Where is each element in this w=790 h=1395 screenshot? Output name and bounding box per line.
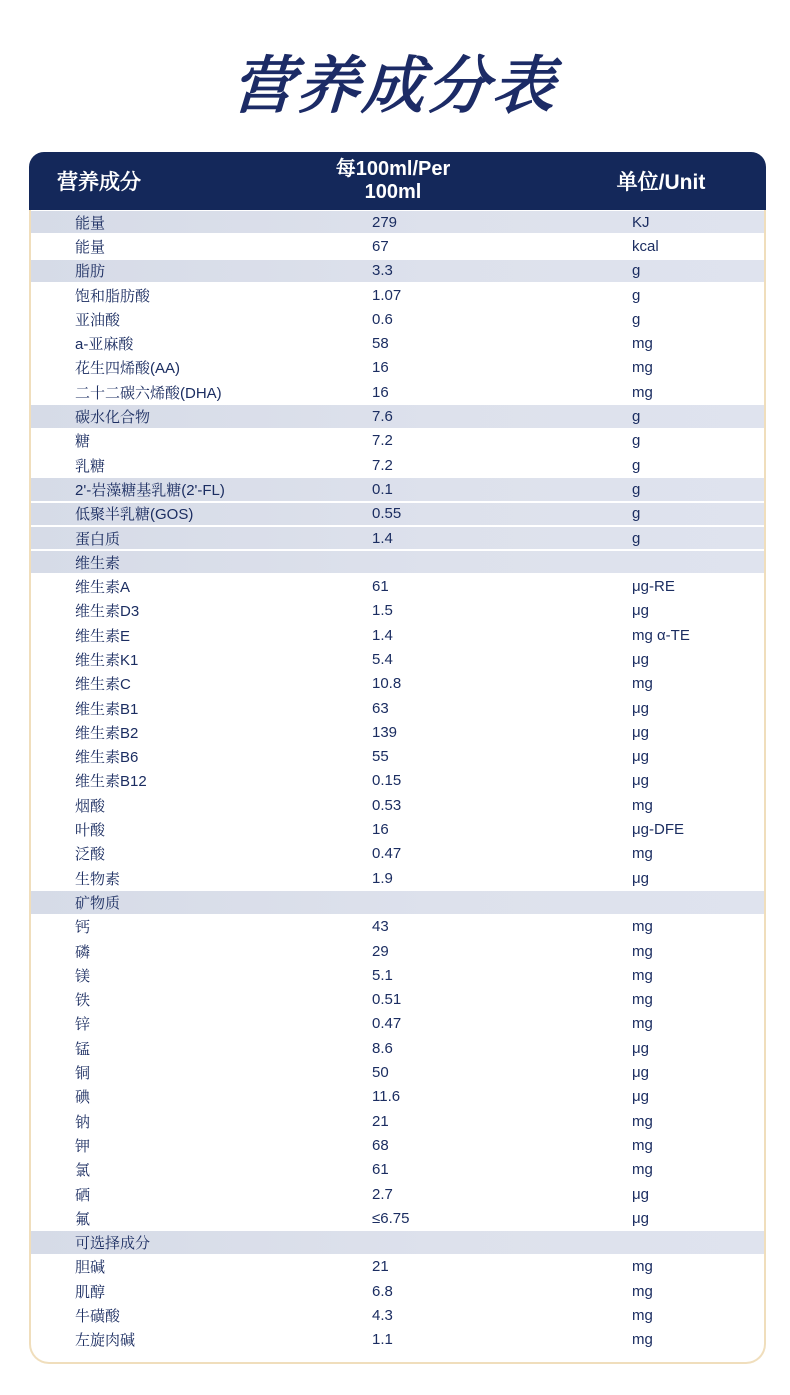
row-value: 0.1 xyxy=(372,480,393,498)
row-value: 1.07 xyxy=(372,286,402,304)
table-row xyxy=(31,963,764,987)
table-row xyxy=(31,404,764,428)
row-value: 4.3 xyxy=(372,1307,393,1324)
row-value: 10.8 xyxy=(372,675,402,693)
row-value: 6.8 xyxy=(372,1282,393,1300)
row-value: 61 xyxy=(372,1161,389,1179)
row-value: 50 xyxy=(372,1064,389,1082)
row-name: 氟 xyxy=(75,1210,91,1228)
row-unit: μg xyxy=(632,1088,649,1106)
table-row xyxy=(31,769,764,793)
table-row xyxy=(31,1012,764,1036)
table-row xyxy=(31,1060,764,1084)
row-name: 蛋白质 xyxy=(75,530,121,548)
row-value: 21 xyxy=(372,1258,389,1276)
row-value: 11.6 xyxy=(372,1088,401,1106)
table-row xyxy=(31,502,764,526)
row-value: 0.47 xyxy=(372,1015,402,1033)
table-row xyxy=(31,1182,764,1206)
table-row xyxy=(31,890,764,914)
row-value: 2.7 xyxy=(372,1185,393,1203)
table-row xyxy=(31,817,764,841)
table-row xyxy=(31,1133,764,1157)
table-row xyxy=(31,307,764,331)
row-name: 烟酸 xyxy=(75,797,106,815)
table-row xyxy=(31,599,764,623)
row-unit: g xyxy=(632,432,641,450)
row-name: 钾 xyxy=(75,1137,91,1155)
row-unit: mg xyxy=(632,1331,653,1349)
row-value: 1.9 xyxy=(372,869,393,887)
table-row xyxy=(31,550,764,574)
row-unit: mg xyxy=(632,942,653,960)
table-row xyxy=(31,356,764,380)
table-row xyxy=(31,1255,764,1279)
row-unit: mg xyxy=(632,966,653,984)
row-unit: mg xyxy=(632,1282,653,1300)
row-value: 58 xyxy=(372,335,389,353)
row-value: 16 xyxy=(372,821,389,839)
table-body xyxy=(29,210,766,1364)
row-value: 0.53 xyxy=(372,796,402,814)
row-name: 维生素 xyxy=(75,554,121,572)
row-unit: mg xyxy=(632,1161,653,1179)
row-unit: mg xyxy=(632,1307,653,1324)
row-unit: mg xyxy=(632,1015,653,1033)
row-name: 脂肪 xyxy=(75,263,106,281)
row-name: 钙 xyxy=(75,919,91,937)
row-name: 镁 xyxy=(75,967,91,985)
table-header xyxy=(29,152,766,210)
row-unit: mg xyxy=(632,1258,653,1276)
row-unit: mg xyxy=(632,383,653,401)
table-row xyxy=(31,647,764,671)
row-name: 花生四烯酸(AA) xyxy=(75,360,181,378)
row-value: 3.3 xyxy=(372,262,393,280)
row-unit: μg xyxy=(632,869,649,887)
row-unit: mg xyxy=(632,675,653,693)
row-value: 0.47 xyxy=(372,845,402,863)
row-unit: μg xyxy=(632,772,649,790)
header-unit: 单位/Unit xyxy=(616,171,706,194)
row-unit: μg xyxy=(632,1185,649,1203)
table-row xyxy=(31,939,764,963)
row-unit: g xyxy=(632,262,641,280)
row-value: 7.2 xyxy=(372,432,393,450)
row-name: 能量 xyxy=(75,214,106,232)
row-value: 63 xyxy=(372,699,389,717)
row-name: 碳水化合物 xyxy=(75,409,151,427)
row-name: 维生素C xyxy=(75,676,131,694)
row-unit: mg xyxy=(632,991,653,1009)
table-row xyxy=(31,793,764,817)
row-name: 硒 xyxy=(75,1186,91,1204)
row-value: 0.55 xyxy=(372,505,402,523)
row-name: 磷 xyxy=(75,943,91,961)
header-amount xyxy=(293,152,493,210)
table-row xyxy=(31,1230,764,1254)
row-value: 1.4 xyxy=(372,529,393,547)
row-value: 16 xyxy=(372,383,389,401)
row-name: 乳糖 xyxy=(75,457,106,475)
row-name: 糖 xyxy=(75,433,91,451)
table-row xyxy=(31,915,764,939)
row-value: 1.4 xyxy=(372,626,393,644)
row-value: 68 xyxy=(372,1136,389,1154)
table-row xyxy=(31,842,764,866)
row-unit: mg xyxy=(632,845,653,863)
row-unit: μg xyxy=(632,1209,649,1227)
row-value: 1.5 xyxy=(372,602,393,620)
row-value: 1.1 xyxy=(372,1331,393,1349)
table-row xyxy=(31,1158,764,1182)
row-unit: g xyxy=(632,529,641,547)
row-unit: μg xyxy=(632,748,649,766)
row-name: 亚油酸 xyxy=(75,311,121,329)
row-value: 5.1 xyxy=(372,966,393,984)
row-unit: μg xyxy=(632,602,649,620)
row-name: 左旋肉碱 xyxy=(75,1332,136,1350)
table-row xyxy=(31,210,764,234)
row-unit: KJ xyxy=(632,213,650,231)
row-value: 7.6 xyxy=(372,408,393,426)
row-unit: mg xyxy=(632,1112,653,1130)
row-name: 维生素E xyxy=(75,627,131,645)
table-row xyxy=(31,1328,764,1352)
row-name: 维生素B6 xyxy=(75,749,139,767)
row-unit: kcal xyxy=(632,237,659,255)
row-value: 43 xyxy=(372,918,389,936)
row-name: a-亚麻酸 xyxy=(75,336,134,354)
table-row xyxy=(31,1279,764,1303)
table-row xyxy=(31,453,764,477)
row-name: 二十二碳六烯酸(DHA) xyxy=(75,384,222,402)
table-row xyxy=(31,672,764,696)
row-unit: μg xyxy=(632,1039,649,1057)
row-name: 泛酸 xyxy=(75,846,106,864)
row-name: 矿物质 xyxy=(75,894,121,912)
table-row xyxy=(31,331,764,355)
header-amount-line2: 100ml xyxy=(364,181,422,203)
row-unit: mg xyxy=(632,796,653,814)
table-row xyxy=(31,720,764,744)
row-name: 维生素K1 xyxy=(75,651,139,669)
row-unit: g xyxy=(632,456,641,474)
row-name: 氯 xyxy=(75,1162,91,1180)
row-name: 钠 xyxy=(75,1113,91,1131)
table-row xyxy=(31,1109,764,1133)
table-row xyxy=(31,283,764,307)
row-name: 牛磺酸 xyxy=(75,1308,121,1325)
table-row xyxy=(31,696,764,720)
row-unit: μg xyxy=(632,723,649,741)
row-unit: g xyxy=(632,286,641,304)
table-row xyxy=(31,1303,764,1327)
table-row xyxy=(31,988,764,1012)
row-value: 55 xyxy=(372,748,389,766)
row-value: 279 xyxy=(372,213,398,231)
row-value: 29 xyxy=(372,942,389,960)
row-unit: μg xyxy=(632,1064,649,1082)
row-name: 可选择成分 xyxy=(75,1235,151,1253)
header-nutrient: 营养成分 xyxy=(57,171,141,194)
table-row xyxy=(31,1085,764,1109)
row-unit: μg-RE xyxy=(632,578,675,596)
row-name: 胆碱 xyxy=(75,1259,106,1277)
row-value: 67 xyxy=(372,237,389,255)
table-row xyxy=(31,1206,764,1230)
table-row xyxy=(31,623,764,647)
row-unit: mg xyxy=(632,1136,653,1154)
row-name: 肌醇 xyxy=(75,1283,106,1301)
row-value: ≤6.75 xyxy=(372,1209,410,1227)
row-value: 8.6 xyxy=(372,1039,393,1057)
row-name: 维生素B12 xyxy=(75,773,147,791)
table-row xyxy=(31,745,764,769)
row-unit: g xyxy=(632,408,641,426)
table-row xyxy=(31,1036,764,1060)
row-name: 铜 xyxy=(75,1065,91,1083)
table-row xyxy=(31,574,764,598)
row-name: 低聚半乳糖(GOS) xyxy=(75,506,194,524)
row-value: 5.4 xyxy=(372,650,393,668)
page-title: 营养成分表 xyxy=(230,52,559,121)
row-value: 0.15 xyxy=(372,772,402,790)
row-unit: mg xyxy=(632,918,653,936)
row-value: 7.2 xyxy=(372,456,393,474)
row-name: 维生素A xyxy=(75,579,131,597)
table-row xyxy=(31,234,764,258)
row-unit: mg xyxy=(632,359,653,377)
table-row xyxy=(31,477,764,501)
row-name: 锰 xyxy=(75,1040,91,1058)
row-name: 饱和脂肪酸 xyxy=(75,287,151,305)
row-name: 铁 xyxy=(75,992,91,1010)
row-name: 生物素 xyxy=(75,870,121,888)
row-value: 21 xyxy=(372,1112,389,1130)
nutrition-table xyxy=(29,152,766,1364)
row-name: 维生素B1 xyxy=(75,700,139,718)
row-value: 0.6 xyxy=(372,310,393,328)
row-unit: mg α-TE xyxy=(632,626,690,644)
row-value: 16 xyxy=(372,359,389,377)
table-row xyxy=(31,526,764,550)
row-unit: g xyxy=(632,505,641,523)
table-row xyxy=(31,866,764,890)
row-unit: μg xyxy=(632,650,649,668)
row-name: 维生素D3 xyxy=(75,603,140,621)
row-name: 碘 xyxy=(75,1089,91,1107)
row-name: 锌 xyxy=(75,1016,91,1034)
header-amount-line1: 每100ml/Per xyxy=(335,158,451,180)
row-name: 能量 xyxy=(75,238,106,256)
row-unit: μg-DFE xyxy=(632,821,684,839)
row-value: 61 xyxy=(372,578,389,596)
row-unit: g xyxy=(632,310,641,328)
row-value: 139 xyxy=(372,723,398,741)
table-row xyxy=(31,380,764,404)
table-row xyxy=(31,429,764,453)
row-unit: mg xyxy=(632,335,653,353)
row-value: 0.51 xyxy=(372,991,402,1009)
row-unit: μg xyxy=(632,699,649,717)
row-name: 2'-岩藻糖基乳糖(2'-FL) xyxy=(75,481,225,499)
row-unit: g xyxy=(632,480,641,498)
table-row xyxy=(31,259,764,283)
row-name: 维生素B2 xyxy=(75,724,139,742)
row-name: 叶酸 xyxy=(75,822,106,840)
